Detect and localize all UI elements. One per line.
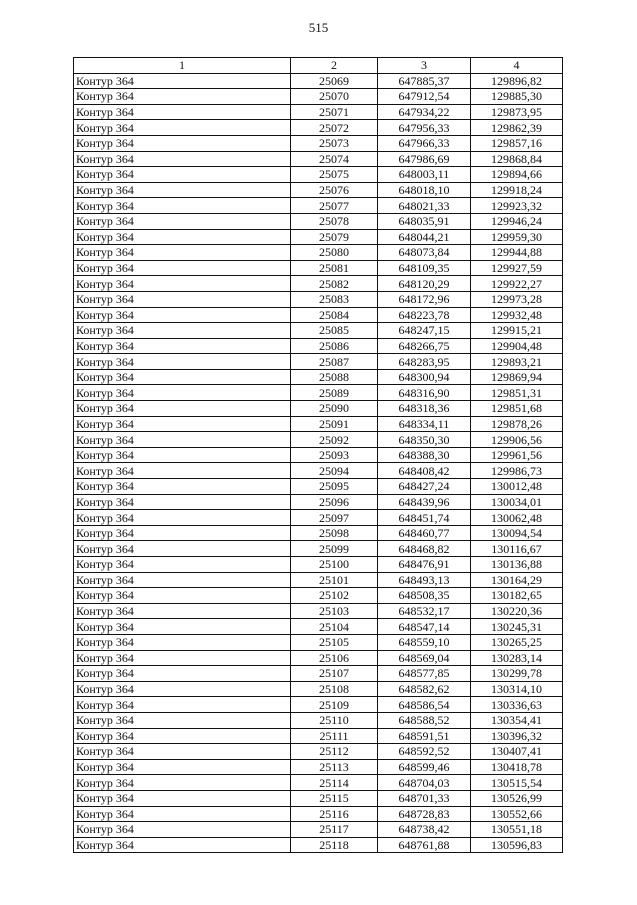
point-number-cell: 25084 bbox=[291, 307, 378, 323]
coordinate-x-cell: 648172,96 bbox=[378, 291, 471, 307]
coordinate-y-cell: 129904,48 bbox=[471, 338, 563, 354]
point-number-cell: 25087 bbox=[291, 354, 378, 370]
table-row bbox=[74, 369, 563, 385]
table-row bbox=[74, 89, 563, 105]
page-number: 515 bbox=[308, 20, 329, 35]
coordinate-x-cell: 648044,21 bbox=[378, 229, 471, 245]
coordinate-x-cell: 648704,03 bbox=[378, 775, 471, 791]
table-row bbox=[74, 572, 563, 588]
table-row bbox=[74, 432, 563, 448]
point-number-cell: 25075 bbox=[291, 167, 378, 183]
table-row bbox=[74, 510, 563, 526]
table-row bbox=[74, 151, 563, 167]
coordinates-table bbox=[73, 57, 563, 853]
coordinate-x-cell: 648599,46 bbox=[378, 759, 471, 775]
coordinate-x-cell: 648468,82 bbox=[378, 541, 471, 557]
coordinate-y-cell: 129851,68 bbox=[471, 401, 563, 417]
coordinate-x-cell: 648476,91 bbox=[378, 557, 471, 573]
point-number-cell: 25118 bbox=[291, 837, 378, 853]
table-row bbox=[74, 307, 563, 323]
coordinate-x-cell: 648035,91 bbox=[378, 213, 471, 229]
contour-name-cell: Контур 364 bbox=[74, 89, 291, 105]
contour-name-cell: Контур 364 bbox=[74, 182, 291, 198]
contour-name-cell: Контур 364 bbox=[74, 712, 291, 728]
contour-name-cell: Контур 364 bbox=[74, 479, 291, 495]
point-number-cell: 25099 bbox=[291, 541, 378, 557]
coordinate-x-cell: 648701,33 bbox=[378, 790, 471, 806]
coordinate-x-cell: 647966,33 bbox=[378, 135, 471, 151]
coordinate-y-cell: 130283,14 bbox=[471, 650, 563, 666]
table-row bbox=[74, 697, 563, 713]
table-row bbox=[74, 790, 563, 806]
table-row bbox=[74, 619, 563, 635]
coordinate-x-cell: 648532,17 bbox=[378, 603, 471, 619]
table-row bbox=[74, 104, 563, 120]
contour-name-cell: Контур 364 bbox=[74, 260, 291, 276]
point-number-cell: 25106 bbox=[291, 650, 378, 666]
point-number-cell: 25088 bbox=[291, 369, 378, 385]
coordinate-y-cell: 130407,41 bbox=[471, 744, 563, 760]
point-number-cell: 25093 bbox=[291, 447, 378, 463]
table-row bbox=[74, 245, 563, 261]
table-row bbox=[74, 73, 563, 89]
table-row bbox=[74, 213, 563, 229]
coordinate-x-cell: 648283,95 bbox=[378, 354, 471, 370]
table-row bbox=[74, 323, 563, 339]
column-header-4: 4 bbox=[471, 58, 563, 74]
point-number-cell: 25112 bbox=[291, 744, 378, 760]
contour-name-cell: Контур 364 bbox=[74, 120, 291, 136]
coordinate-x-cell: 648427,24 bbox=[378, 479, 471, 495]
table-row bbox=[74, 806, 563, 822]
table-row bbox=[74, 541, 563, 557]
table-row bbox=[74, 634, 563, 650]
table-row bbox=[74, 276, 563, 292]
coordinate-y-cell: 130354,41 bbox=[471, 712, 563, 728]
point-number-cell: 25089 bbox=[291, 385, 378, 401]
table-row bbox=[74, 260, 563, 276]
point-number-cell: 25072 bbox=[291, 120, 378, 136]
coordinate-y-cell: 130182,65 bbox=[471, 588, 563, 604]
contour-name-cell: Контур 364 bbox=[74, 463, 291, 479]
coordinate-x-cell: 648569,04 bbox=[378, 650, 471, 666]
contour-name-cell: Контур 364 bbox=[74, 494, 291, 510]
point-number-cell: 25086 bbox=[291, 338, 378, 354]
coordinate-y-cell: 129927,59 bbox=[471, 260, 563, 276]
coordinate-x-cell: 648003,11 bbox=[378, 167, 471, 183]
coordinate-x-cell: 647956,33 bbox=[378, 120, 471, 136]
coordinate-y-cell: 130245,31 bbox=[471, 619, 563, 635]
coordinate-y-cell: 129915,21 bbox=[471, 323, 563, 339]
point-number-cell: 25100 bbox=[291, 557, 378, 573]
coordinate-x-cell: 648591,51 bbox=[378, 728, 471, 744]
contour-name-cell: Контур 364 bbox=[74, 744, 291, 760]
contour-name-cell: Контур 364 bbox=[74, 135, 291, 151]
coordinate-x-cell: 648592,52 bbox=[378, 744, 471, 760]
coordinate-x-cell: 648586,54 bbox=[378, 697, 471, 713]
coordinate-y-cell: 130062,48 bbox=[471, 510, 563, 526]
point-number-cell: 25116 bbox=[291, 806, 378, 822]
contour-name-cell: Контур 364 bbox=[74, 291, 291, 307]
point-number-cell: 25078 bbox=[291, 213, 378, 229]
column-header-1: 1 bbox=[74, 58, 291, 74]
point-number-cell: 25070 bbox=[291, 89, 378, 105]
point-number-cell: 25102 bbox=[291, 588, 378, 604]
point-number-cell: 25082 bbox=[291, 276, 378, 292]
table-row bbox=[74, 681, 563, 697]
contour-name-cell: Контур 364 bbox=[74, 697, 291, 713]
coordinate-y-cell: 130116,67 bbox=[471, 541, 563, 557]
point-number-cell: 25095 bbox=[291, 479, 378, 495]
coordinate-x-cell: 648559,10 bbox=[378, 634, 471, 650]
table-row bbox=[74, 401, 563, 417]
point-number-cell: 25080 bbox=[291, 245, 378, 261]
contour-name-cell: Контур 364 bbox=[74, 666, 291, 682]
table-row bbox=[74, 557, 563, 573]
coordinate-y-cell: 130396,32 bbox=[471, 728, 563, 744]
table-row bbox=[74, 494, 563, 510]
coordinate-y-cell: 129896,82 bbox=[471, 73, 563, 89]
point-number-cell: 25107 bbox=[291, 666, 378, 682]
coordinate-y-cell: 130336,63 bbox=[471, 697, 563, 713]
column-header-2: 2 bbox=[291, 58, 378, 74]
coordinate-y-cell: 129944,88 bbox=[471, 245, 563, 261]
contour-name-cell: Контур 364 bbox=[74, 151, 291, 167]
point-number-cell: 25073 bbox=[291, 135, 378, 151]
coordinate-x-cell: 647986,69 bbox=[378, 151, 471, 167]
point-number-cell: 25091 bbox=[291, 416, 378, 432]
contour-name-cell: Контур 364 bbox=[74, 588, 291, 604]
point-number-cell: 25105 bbox=[291, 634, 378, 650]
contour-name-cell: Контур 364 bbox=[74, 603, 291, 619]
point-number-cell: 25117 bbox=[291, 822, 378, 838]
point-number-cell: 25104 bbox=[291, 619, 378, 635]
coordinate-y-cell: 130552,66 bbox=[471, 806, 563, 822]
coordinate-y-cell: 129862,39 bbox=[471, 120, 563, 136]
contour-name-cell: Контур 364 bbox=[74, 650, 291, 666]
coordinate-x-cell: 648021,33 bbox=[378, 198, 471, 214]
coordinate-y-cell: 130515,54 bbox=[471, 775, 563, 791]
coordinate-x-cell: 648728,83 bbox=[378, 806, 471, 822]
point-number-cell: 25074 bbox=[291, 151, 378, 167]
coordinate-x-cell: 648318,36 bbox=[378, 401, 471, 417]
coordinate-y-cell: 129878,26 bbox=[471, 416, 563, 432]
contour-name-cell: Контур 364 bbox=[74, 775, 291, 791]
contour-name-cell: Контур 364 bbox=[74, 525, 291, 541]
contour-name-cell: Контур 364 bbox=[74, 619, 291, 635]
contour-name-cell: Контур 364 bbox=[74, 790, 291, 806]
coordinate-y-cell: 129986,73 bbox=[471, 463, 563, 479]
coordinate-y-cell: 129893,21 bbox=[471, 354, 563, 370]
contour-name-cell: Контур 364 bbox=[74, 416, 291, 432]
coordinate-y-cell: 130034,01 bbox=[471, 494, 563, 510]
table-row bbox=[74, 447, 563, 463]
coordinate-x-cell: 648350,30 bbox=[378, 432, 471, 448]
coordinate-x-cell: 647885,37 bbox=[378, 73, 471, 89]
coordinate-x-cell: 648120,29 bbox=[378, 276, 471, 292]
coordinate-x-cell: 648408,42 bbox=[378, 463, 471, 479]
coordinate-y-cell: 130136,88 bbox=[471, 557, 563, 573]
contour-name-cell: Контур 364 bbox=[74, 759, 291, 775]
table-row bbox=[74, 135, 563, 151]
point-number-cell: 25114 bbox=[291, 775, 378, 791]
point-number-cell: 25113 bbox=[291, 759, 378, 775]
contour-name-cell: Контур 364 bbox=[74, 510, 291, 526]
coordinate-y-cell: 129868,84 bbox=[471, 151, 563, 167]
point-number-cell: 25094 bbox=[291, 463, 378, 479]
contour-name-cell: Контур 364 bbox=[74, 104, 291, 120]
coordinate-x-cell: 648761,88 bbox=[378, 837, 471, 853]
coordinate-y-cell: 129869,94 bbox=[471, 369, 563, 385]
coordinate-y-cell: 129946,24 bbox=[471, 213, 563, 229]
table-row bbox=[74, 291, 563, 307]
contour-name-cell: Контур 364 bbox=[74, 728, 291, 744]
point-number-cell: 25090 bbox=[291, 401, 378, 417]
coordinate-x-cell: 648388,30 bbox=[378, 447, 471, 463]
point-number-cell: 25109 bbox=[291, 697, 378, 713]
table-row bbox=[74, 479, 563, 495]
coordinate-y-cell: 130596,83 bbox=[471, 837, 563, 853]
table-row bbox=[74, 603, 563, 619]
coordinate-x-cell: 648460,77 bbox=[378, 525, 471, 541]
point-number-cell: 25071 bbox=[291, 104, 378, 120]
contour-name-cell: Контур 364 bbox=[74, 822, 291, 838]
contour-name-cell: Контур 364 bbox=[74, 338, 291, 354]
point-number-cell: 25083 bbox=[291, 291, 378, 307]
point-number-cell: 25079 bbox=[291, 229, 378, 245]
coordinate-x-cell: 648073,84 bbox=[378, 245, 471, 261]
coordinate-x-cell: 648223,78 bbox=[378, 307, 471, 323]
coordinate-y-cell: 129922,27 bbox=[471, 276, 563, 292]
table-row bbox=[74, 120, 563, 136]
contour-name-cell: Контур 364 bbox=[74, 213, 291, 229]
coordinate-y-cell: 129885,30 bbox=[471, 89, 563, 105]
coordinate-y-cell: 129959,30 bbox=[471, 229, 563, 245]
point-number-cell: 25085 bbox=[291, 323, 378, 339]
table-row bbox=[74, 525, 563, 541]
coordinate-y-cell: 129857,16 bbox=[471, 135, 563, 151]
table-row bbox=[74, 759, 563, 775]
contour-name-cell: Контур 364 bbox=[74, 572, 291, 588]
coordinate-x-cell: 648300,94 bbox=[378, 369, 471, 385]
coordinate-x-cell: 648247,15 bbox=[378, 323, 471, 339]
coordinate-y-cell: 130094,54 bbox=[471, 525, 563, 541]
contour-name-cell: Контур 364 bbox=[74, 276, 291, 292]
point-number-cell: 25108 bbox=[291, 681, 378, 697]
coordinate-y-cell: 129961,56 bbox=[471, 447, 563, 463]
contour-name-cell: Контур 364 bbox=[74, 369, 291, 385]
table-row bbox=[74, 354, 563, 370]
coordinate-x-cell: 648266,75 bbox=[378, 338, 471, 354]
contour-name-cell: Контур 364 bbox=[74, 634, 291, 650]
coordinate-y-cell: 130220,36 bbox=[471, 603, 563, 619]
coordinate-x-cell: 648577,85 bbox=[378, 666, 471, 682]
contour-name-cell: Контур 364 bbox=[74, 167, 291, 183]
coordinate-x-cell: 648439,96 bbox=[378, 494, 471, 510]
coordinate-y-cell: 130012,48 bbox=[471, 479, 563, 495]
table-row bbox=[74, 744, 563, 760]
point-number-cell: 25115 bbox=[291, 790, 378, 806]
table-row bbox=[74, 728, 563, 744]
table-row bbox=[74, 229, 563, 245]
coordinate-y-cell: 130526,99 bbox=[471, 790, 563, 806]
table-row bbox=[74, 182, 563, 198]
contour-name-cell: Контур 364 bbox=[74, 73, 291, 89]
contour-name-cell: Контур 364 bbox=[74, 229, 291, 245]
contour-name-cell: Контур 364 bbox=[74, 245, 291, 261]
coordinate-y-cell: 130314,10 bbox=[471, 681, 563, 697]
coordinate-x-cell: 648508,35 bbox=[378, 588, 471, 604]
coordinate-y-cell: 129918,24 bbox=[471, 182, 563, 198]
table-row bbox=[74, 650, 563, 666]
table-row bbox=[74, 416, 563, 432]
contour-name-cell: Контур 364 bbox=[74, 323, 291, 339]
point-number-cell: 25103 bbox=[291, 603, 378, 619]
coordinate-x-cell: 648493,13 bbox=[378, 572, 471, 588]
coordinate-y-cell: 129894,66 bbox=[471, 167, 563, 183]
coordinate-y-cell: 130299,78 bbox=[471, 666, 563, 682]
coordinate-x-cell: 648588,52 bbox=[378, 712, 471, 728]
contour-name-cell: Контур 364 bbox=[74, 681, 291, 697]
column-header-3: 3 bbox=[378, 58, 471, 74]
coordinate-x-cell: 647912,54 bbox=[378, 89, 471, 105]
point-number-cell: 25081 bbox=[291, 260, 378, 276]
coordinate-x-cell: 647934,22 bbox=[378, 104, 471, 120]
contour-name-cell: Контур 364 bbox=[74, 198, 291, 214]
coordinate-x-cell: 648018,10 bbox=[378, 182, 471, 198]
point-number-cell: 25111 bbox=[291, 728, 378, 744]
table-row bbox=[74, 338, 563, 354]
point-number-cell: 25098 bbox=[291, 525, 378, 541]
point-number-cell: 25101 bbox=[291, 572, 378, 588]
table-row bbox=[74, 837, 563, 853]
point-number-cell: 25069 bbox=[291, 73, 378, 89]
coordinate-y-cell: 130164,29 bbox=[471, 572, 563, 588]
contour-name-cell: Контур 364 bbox=[74, 837, 291, 853]
table-header-row bbox=[74, 58, 563, 74]
coordinate-y-cell: 129873,95 bbox=[471, 104, 563, 120]
coordinate-x-cell: 648316,90 bbox=[378, 385, 471, 401]
coordinate-y-cell: 129851,31 bbox=[471, 385, 563, 401]
coordinate-y-cell: 130551,18 bbox=[471, 822, 563, 838]
table-row bbox=[74, 463, 563, 479]
coordinate-y-cell: 129932,48 bbox=[471, 307, 563, 323]
coordinate-y-cell: 129973,28 bbox=[471, 291, 563, 307]
table-row bbox=[74, 588, 563, 604]
contour-name-cell: Контур 364 bbox=[74, 354, 291, 370]
contour-name-cell: Контур 364 bbox=[74, 401, 291, 417]
point-number-cell: 25076 bbox=[291, 182, 378, 198]
coordinate-x-cell: 648334,11 bbox=[378, 416, 471, 432]
coordinate-x-cell: 648547,14 bbox=[378, 619, 471, 635]
coordinate-x-cell: 648582,62 bbox=[378, 681, 471, 697]
contour-name-cell: Контур 364 bbox=[74, 432, 291, 448]
contour-name-cell: Контур 364 bbox=[74, 541, 291, 557]
table-row bbox=[74, 167, 563, 183]
point-number-cell: 25096 bbox=[291, 494, 378, 510]
point-number-cell: 25097 bbox=[291, 510, 378, 526]
contour-name-cell: Контур 364 bbox=[74, 557, 291, 573]
coordinate-y-cell: 129923,32 bbox=[471, 198, 563, 214]
contour-name-cell: Контур 364 bbox=[74, 385, 291, 401]
contour-name-cell: Контур 364 bbox=[74, 447, 291, 463]
table-row bbox=[74, 775, 563, 791]
coordinate-y-cell: 130418,78 bbox=[471, 759, 563, 775]
coordinate-x-cell: 648451,74 bbox=[378, 510, 471, 526]
table-body bbox=[74, 73, 563, 853]
coordinate-y-cell: 130265,25 bbox=[471, 634, 563, 650]
coordinate-y-cell: 129906,56 bbox=[471, 432, 563, 448]
point-number-cell: 25092 bbox=[291, 432, 378, 448]
table-row bbox=[74, 666, 563, 682]
table-row bbox=[74, 712, 563, 728]
table-row bbox=[74, 822, 563, 838]
coordinate-x-cell: 648738,42 bbox=[378, 822, 471, 838]
point-number-cell: 25077 bbox=[291, 198, 378, 214]
table-row bbox=[74, 385, 563, 401]
contour-name-cell: Контур 364 bbox=[74, 307, 291, 323]
contour-name-cell: Контур 364 bbox=[74, 806, 291, 822]
point-number-cell: 25110 bbox=[291, 712, 378, 728]
table-row bbox=[74, 198, 563, 214]
coordinate-x-cell: 648109,35 bbox=[378, 260, 471, 276]
